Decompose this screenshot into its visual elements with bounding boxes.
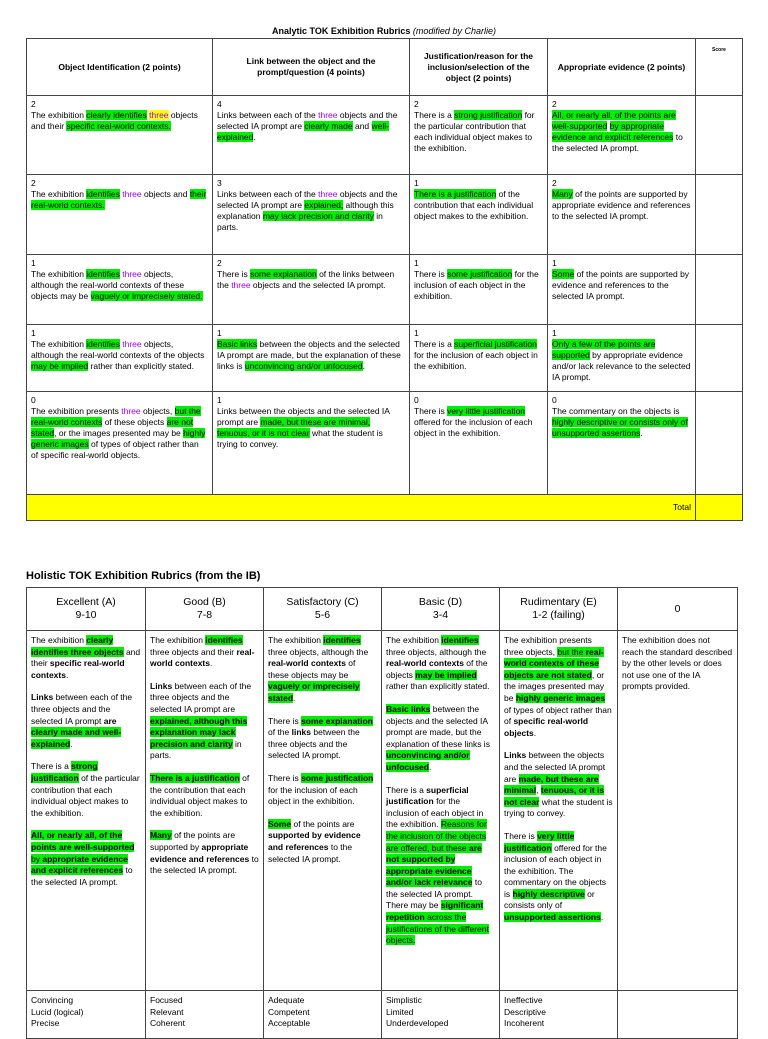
header-rudimentary: Rudimentary (E) 1-2 (failing) <box>500 588 618 631</box>
header-evidence: Appropriate evidence (2 points) <box>548 39 696 96</box>
cell-identification: 1 The exhibition identifies three objects, although the real-world contexts of these objects may be vaguely or imprecisely stated. <box>27 255 213 325</box>
cell-good: The exhibition identifies three objects and their real-world contexts. Links between each of the three objects and the selected IA prompt are explained, although this explanation may lack precision and clarity in parts. There is a justification of the contribution that each individual object makes to the exhibition. Many of the points are supported by appropriate evidence and references to the selected IA prompt. <box>146 631 264 991</box>
total-label: Total <box>27 495 696 521</box>
cell-justification: 2 There is a strong justification for the particular contribution that each individual object makes to the exhibition. <box>410 96 548 175</box>
cell-justification: 1 There is a justification of the contribution that each individual object makes to the exhibition. <box>410 175 548 255</box>
descriptors-satisfactory: Adequate Competent Acceptable <box>264 991 382 1039</box>
descriptors-rudimentary: Ineffective Descriptive Incoherent <box>500 991 618 1039</box>
header-object-identification: Object Identification (2 points) <box>27 39 213 96</box>
score-cell[interactable] <box>696 96 743 175</box>
score-cell[interactable] <box>696 392 743 495</box>
cell-identification: 1 The exhibition identifies three objects, although the real-world contexts of the objects may be implied rather than explicitly stated. <box>27 325 213 392</box>
total-score-cell[interactable] <box>696 495 743 521</box>
score-cell[interactable] <box>696 175 743 255</box>
holistic-rubric-table <box>26 587 738 1039</box>
cell-evidence: 2 Many of the points are supported by appropriate evidence and references to the selected IA prompt. <box>548 175 696 255</box>
cell-evidence: 1 Some of the points are supported by evidence and references to the selected IA prompt. <box>548 255 696 325</box>
analytic-row <box>27 255 743 325</box>
cell-zero: The exhibition does not reach the standard described by the other levels or does not use one of the IA prompts provided. <box>618 631 738 991</box>
analytic-row <box>27 325 743 392</box>
cell-excellent: The exhibition clearly identifies three objects and their specific real-world contexts. Links between each of the three objects and the selected IA prompt are clearly made and well-explained. There is a strong justification of the particular contribution that each individual object makes to the exhibition. All, or nearly all, of the points are well-supported by appropriate evidence and explicit references to the selected IA prompt. <box>27 631 146 991</box>
cell-justification: 1 There is some justification for the inclusion of each object in the exhibition. <box>410 255 548 325</box>
score-cell[interactable] <box>696 325 743 392</box>
cell-identification: 2 The exhibition clearly identifies three objects and their specific real-world contexts. <box>27 96 213 175</box>
header-excellent: Excellent (A) 9-10 <box>27 588 146 631</box>
cell-identification: 2 The exhibition identifies three objects and their real-world contexts. <box>27 175 213 255</box>
total-row <box>27 495 743 521</box>
cell-link: 4 Links between each of the three objects and the selected IA prompt are clearly made and well-explained. <box>213 96 410 175</box>
descriptor-row <box>27 991 738 1039</box>
cell-evidence: 0 The commentary on the objects is highly descriptive or consists only of unsupported assertions. <box>548 392 696 495</box>
holistic-header-row <box>27 588 738 631</box>
analytic-row <box>27 175 743 255</box>
holistic-title: Holistic TOK Exhibition Rubrics (from the IB) <box>26 570 261 582</box>
analytic-row <box>27 96 743 175</box>
cell-evidence: 2 All, or nearly all, of the points are well-supported by appropriate evidence and explicit references to the selected IA prompt. <box>548 96 696 175</box>
header-justification: Justification/reason for the inclusion/selection of the object (2 points) <box>410 39 548 96</box>
descriptors-good: Focused Relevant Coherent <box>146 991 264 1039</box>
header-good: Good (B) 7-8 <box>146 588 264 631</box>
header-satisfactory: Satisfactory (C) 5-6 <box>264 588 382 631</box>
header-link: Link between the object and the prompt/question (4 points) <box>213 39 410 96</box>
cell-rudimentary: The exhibition presents three objects, but the real-world contexts of these objects are not stated, or the images presented may be highly generic images of types of object rather than of specific real-world objects. Links between the objects and the selected IA prompt are made, but these are minimal, tenuous, or it is not clear what the student is trying to convey. There is very little justification offered for the inclusion of each object in the exhibition. The commentary on the objects is highly descriptive or consists only of unsupported assertions. <box>500 631 618 991</box>
header-score: Score <box>696 39 743 96</box>
cell-link: 3 Links between each of the three objects and the selected IA prompt are explained, although this explanation may lack precision and clarity in parts. <box>213 175 410 255</box>
analytic-rubric-table <box>26 38 743 521</box>
holistic-criteria-row <box>27 631 738 991</box>
header-basic: Basic (D) 3-4 <box>382 588 500 631</box>
cell-justification: 1 There is a superficial justification for the inclusion of each object in the exhibition. <box>410 325 548 392</box>
cell-identification: 0 The exhibition presents three objects, but the real-world contexts of these objects are not stated, or the images presented may be highly generic images of types of object rather than of specific real-world objects. <box>27 392 213 495</box>
analytic-row <box>27 392 743 495</box>
analytic-header-row <box>27 39 743 96</box>
descriptors-excellent: Convincing Lucid (logical) Precise <box>27 991 146 1039</box>
cell-link: 2 There is some explanation of the links between the three objects and the selected IA prompt. <box>213 255 410 325</box>
cell-satisfactory: The exhibition identifies three objects, although the real-world contexts of these objects may be vaguely or imprecisely stated. There is some explanation of the links between the three objects and the selected IA prompt. There is some justification for the inclusion of each object in the exhibition. Some of the points are supported by evidence and references to the selected IA prompt. <box>264 631 382 991</box>
cell-link: 1 Links between the objects and the selected IA prompt are made, but these are minimal, tenuous, or it is not clear what the student is trying to convey. <box>213 392 410 495</box>
cell-evidence: 1 Only a few of the points are supported by appropriate evidence and/or lack relevance to the selected IA prompt. <box>548 325 696 392</box>
cell-basic: The exhibition identifies three objects, although the real-world contexts of the objects may be implied rather than explicitly stated. Basic links between the objects and the selected IA prompt are made, but the explanation of these links is unconvincing and/or unfocused. There is a superficial justification for the inclusion of each object in the exhibition. Reasons for the inclusion of the objects are offered, but these are not supported by appropriate evidence and/or lack relevance to the selected IA prompt. There may be significant repetition across the justifications of the different objects. <box>382 631 500 991</box>
descriptors-zero <box>618 991 738 1039</box>
score-cell[interactable] <box>696 255 743 325</box>
descriptors-basic: Simplistic Limited Underdeveloped <box>382 991 500 1039</box>
analytic-title: Analytic TOK Exhibition Rubrics (modified by Charlie) <box>272 26 496 36</box>
cell-link: 1 Basic links between the objects and the selected IA prompt are made, but the explanation of these links is unconvincing and/or unfocused. <box>213 325 410 392</box>
cell-justification: 0 There is very little justification offered for the inclusion of each object in the exhibition. <box>410 392 548 495</box>
header-zero: 0 <box>618 588 738 631</box>
